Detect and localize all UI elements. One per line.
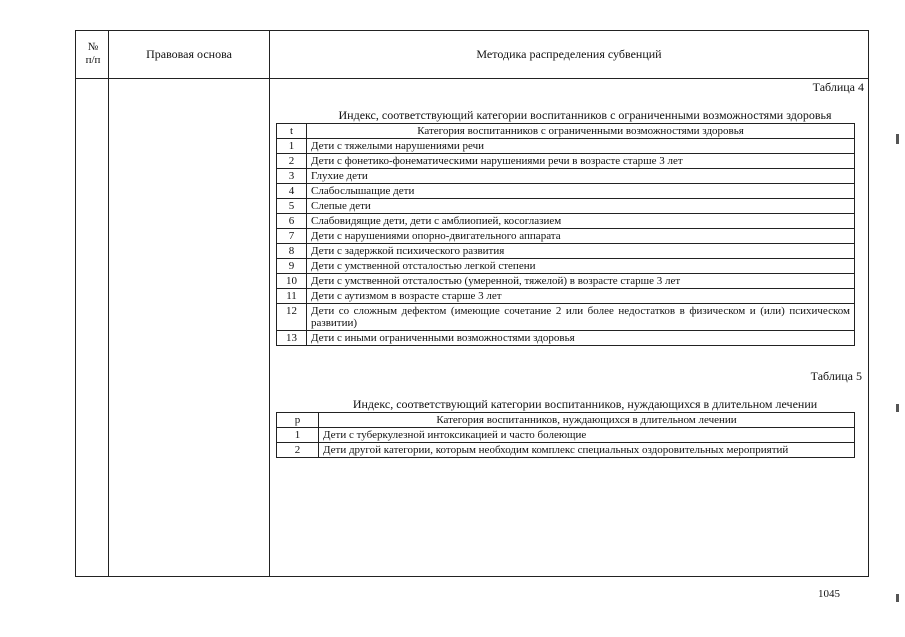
table4-row-index: 6: [277, 214, 307, 229]
scan-edge-mark: [896, 134, 899, 144]
table4-row-category: Дети со сложным дефектом (имеющие сочетание 2 или более недостатков в физическом и (или) психическом развитии): [307, 304, 855, 331]
scan-edge-mark: [896, 404, 899, 412]
table4-row: [277, 184, 855, 199]
table4-row-category: Дети с иными ограниченными возможностями здоровья: [307, 331, 855, 346]
table4-row: [277, 214, 855, 229]
table5-header-row: [277, 413, 855, 428]
table4-col-category: Категория воспитанников с ограниченными возможностями здоровья: [307, 124, 855, 139]
table4-row: [277, 199, 855, 214]
table4-row: [277, 169, 855, 184]
table4-row-index: 4: [277, 184, 307, 199]
table5-row-category: Дети с туберкулезной интоксикацией и часто болеющие: [319, 428, 855, 443]
table4-row-index: 1: [277, 139, 307, 154]
scan-edge-mark: [896, 594, 899, 602]
table4-row-index: 5: [277, 199, 307, 214]
table5-row: [277, 428, 855, 443]
table4-row-category: Глухие дети: [307, 169, 855, 184]
table4-row-index: 7: [277, 229, 307, 244]
column-divider: [269, 30, 270, 577]
header-number-abbr: п/п: [85, 54, 101, 66]
table5-row: [277, 443, 855, 458]
table4-row: [277, 244, 855, 259]
table4-row-category: Слепые дети: [307, 199, 855, 214]
table4-col-index: t: [277, 124, 307, 139]
table5-row-category: Дети другой категории, которым необходим комплекс специальных оздоровительных мероприятий: [319, 443, 855, 458]
table4-row-category: Дети с нарушениями опорно-двигательного аппарата: [307, 229, 855, 244]
column-divider: [108, 30, 109, 577]
table4-row-category: Дети с фонетико-фонематическими нарушениями речи в возрасте старше 3 лет: [307, 154, 855, 169]
table5-row-index: 1: [277, 428, 319, 443]
header-legal-basis: Правовая основа: [146, 47, 232, 61]
table4-row: [277, 289, 855, 304]
table4-row-category: Дети с умственной отсталостью (умеренной, тяжелой) в возрасте старше 3 лет: [307, 274, 855, 289]
table4-header-row: [277, 124, 855, 139]
table4-row-index: 12: [277, 304, 307, 331]
table4-row-category: Дети с задержкой психического развития: [307, 244, 855, 259]
table4-row-category: Дети с тяжелыми нарушениями речи: [307, 139, 855, 154]
header-divider: [75, 78, 869, 79]
table4-row-index: 11: [277, 289, 307, 304]
table4-row-index: 3: [277, 169, 307, 184]
table4-row-index: 13: [277, 331, 307, 346]
table4-label: Таблица 4: [812, 80, 864, 94]
table5-caption: Индекс, соответствующий категории воспитанников, нуждающихся в длительном лечении: [352, 397, 818, 411]
table4-row-index: 8: [277, 244, 307, 259]
header-methodology: Методика распределения субвенций: [476, 47, 662, 61]
table4-row-category: Дети с умственной отсталостью легкой степени: [307, 259, 855, 274]
table4: [276, 123, 855, 346]
table4-row: [277, 139, 855, 154]
table4-row: [277, 154, 855, 169]
table4-row: [277, 331, 855, 346]
table4-row: [277, 229, 855, 244]
page-number: 1045: [818, 588, 840, 600]
table4-row-category: Слабовидящие дети, дети с амблиопией, косоглазием: [307, 214, 855, 229]
table4-row-category: Дети с аутизмом в возрасте старше 3 лет: [307, 289, 855, 304]
table4-row: [277, 304, 855, 331]
table5-col-index: р: [277, 413, 319, 428]
table4-row-category: Слабослышащие дети: [307, 184, 855, 199]
table4-row: [277, 259, 855, 274]
table4-row-index: 10: [277, 274, 307, 289]
table4-row-index: 9: [277, 259, 307, 274]
table5-label: Таблица 5: [810, 369, 862, 383]
table4-caption: Индекс, соответствующий категории воспитанников с ограниченными возможностями здоровья: [338, 108, 832, 122]
table5-row-index: 2: [277, 443, 319, 458]
table5-col-category: Категория воспитанников, нуждающихся в длительном лечении: [319, 413, 855, 428]
header-number-column: [78, 41, 108, 67]
table5: [276, 412, 855, 458]
header-number-sign: №: [87, 41, 99, 53]
table4-row: [277, 274, 855, 289]
table4-row-index: 2: [277, 154, 307, 169]
